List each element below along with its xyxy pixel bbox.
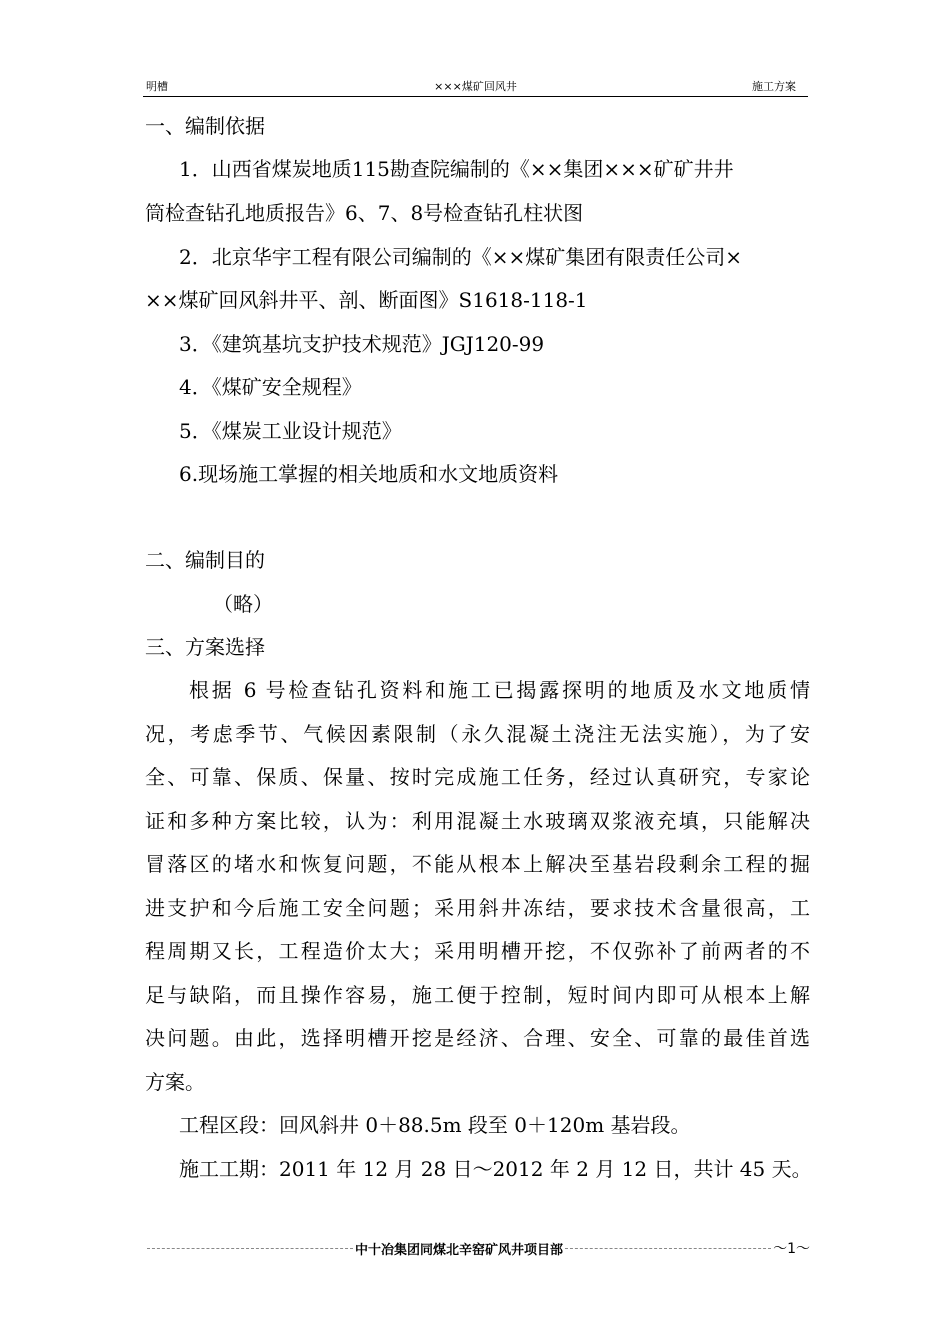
footer-org: 中十冶集团同煤北辛窑矿风井项目部	[355, 1242, 564, 1258]
header-right: 施工方案	[752, 80, 796, 93]
paragraph-line: 方案。	[145, 1070, 205, 1094]
footer-dash-right	[565, 1248, 771, 1249]
basis-item-2a: 2．北京华宇工程有限公司编制的《××煤矿集团有限责任公司×	[179, 245, 742, 269]
construction-schedule: 施工工期：2011 年 12 月 28 日～2012 年 2 月 12 日，共计 45 天。	[179, 1157, 812, 1181]
basis-item-3: 3．《建筑基坑支护技术规范》JGJ120-99	[179, 332, 545, 356]
basis-item-6: 6.现场施工掌握的相关地质和水文地质资料	[179, 462, 559, 486]
header-center: ×××煤矿回风井	[434, 80, 517, 93]
page-footer	[145, 1236, 810, 1260]
basis-item-5: 5．《煤炭工业设计规范》	[179, 419, 402, 443]
paragraph-line: 况，考虑季节、气候因素限制（永久混凝土浇注无法实施），为了安	[145, 722, 810, 746]
paragraph-line: 进支护和今后施工安全问题；采用斜井冻结，要求技术含量很高，工	[145, 896, 810, 920]
section-3-title: 三、方案选择	[145, 635, 265, 659]
paragraph-line: 全、可靠、保质、保量、按时完成施工任务，经过认真研究，专家论	[145, 765, 810, 789]
paragraph-line: 根据 6 号检查钻孔资料和施工已揭露探明的地质及水文地质情	[189, 678, 810, 702]
footer-dash-left	[147, 1248, 353, 1249]
section-1-title: 一、编制依据	[145, 114, 265, 138]
paragraph-line: 冒落区的堵水和恢复问题，不能从根本上解决至基岩段剩余工程的掘	[145, 852, 810, 876]
paragraph-line: 程周期又长，工程造价太大；采用明槽开挖，不仅弥补了前两者的不	[145, 939, 810, 963]
section-2-title: 二、编制目的	[145, 548, 265, 572]
basis-item-1b: 筒检查钻孔地质报告》6、7、8号检查钻孔柱状图	[145, 201, 584, 225]
section-range: 工程区段：回风斜井 0＋88.5m 段至 0＋120m 基岩段。	[179, 1113, 691, 1137]
paragraph-line: 决问题。由此，选择明槽开挖是经济、合理、安全、可靠的最佳首选	[145, 1026, 810, 1050]
section-2-body: （略）	[213, 592, 273, 616]
page-header	[143, 72, 808, 97]
basis-item-4: 4．《煤矿安全规程》	[179, 375, 362, 399]
paragraph-line: 足与缺陷，而且操作容易，施工便于控制，短时间内即可从根本上解	[145, 983, 810, 1007]
basis-item-1a: 1．山西省煤炭地质115勘查院编制的《××集团×××矿矿井井	[179, 157, 734, 181]
paragraph-line: 证和多种方案比较，认为：利用混凝土水玻璃双浆液充填，只能解决	[145, 809, 810, 833]
header-left: 明槽	[146, 80, 168, 93]
page-number: ～1～	[773, 1241, 810, 1257]
basis-item-2b: ××煤矿回风斜井平、剖、断面图》S1618-118-1	[145, 288, 588, 312]
